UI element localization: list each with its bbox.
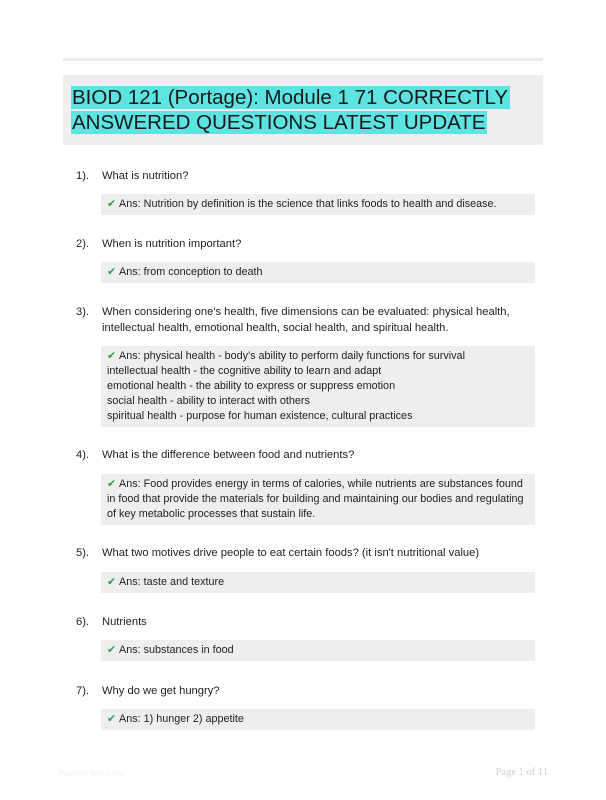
- check-icon: ✔: [107, 713, 117, 725]
- answer-line: Ans: substances in food: [119, 644, 234, 656]
- question-text: When is nutrition important?: [102, 238, 242, 250]
- title-banner: [63, 75, 543, 145]
- question-text: What is the difference between food and nutrients?: [102, 449, 355, 461]
- question-text: Nutrients: [102, 616, 147, 628]
- title-highlight: BIOD 121 (Portage): Module 1 71 CORRECTLY ANSWERED QUESTIONS LATEST UPDATE: [72, 86, 508, 134]
- check-icon: ✔: [107, 576, 117, 588]
- page-title: [71, 85, 543, 135]
- check-icon: ✔: [107, 350, 117, 362]
- footer-watermark: Papertrible.com: [58, 768, 125, 779]
- top-divider: [63, 58, 543, 61]
- question-number: 7).: [76, 685, 90, 697]
- page-indicator: Page 1 of 11: [495, 767, 548, 778]
- answer-line: Ans: taste and texture: [119, 576, 225, 588]
- answer-line: emotional health - the ability to express or suppress emotion: [107, 380, 396, 392]
- answer-box: [101, 709, 535, 730]
- question-text: When considering one's health, five dimensions can be evaluated: physical health, intellectual health, emotional health, social health, and spiritual health.: [102, 306, 510, 334]
- question-text: Why do we get hungry?: [102, 685, 220, 697]
- question-number: 6).: [76, 616, 90, 628]
- answer-box: [101, 346, 535, 427]
- question-text: What two motives drive people to eat certain foods? (it isn't nutritional value): [102, 547, 480, 559]
- check-icon: ✔: [107, 198, 117, 210]
- question-number: 1).: [76, 170, 90, 182]
- check-icon: ✔: [107, 478, 117, 490]
- question-number: 3).: [76, 306, 90, 318]
- answer-line: social health - ability to interact with others: [107, 395, 310, 407]
- answer-line: Ans: 1) hunger 2) appetite: [119, 713, 244, 725]
- question-number: 5).: [76, 547, 90, 559]
- answer-line: intellectual health - the cognitive ability to learn and adapt: [107, 365, 382, 377]
- answer-box: [101, 572, 535, 593]
- answer-box: [101, 262, 535, 283]
- answer-box: [101, 194, 535, 215]
- answer-line: Ans: Food provides energy in terms of calories, while nutrients are substances found in food that provide the materials for building and maintaining our bodies and regulating of key metabolic processes that sustain life.: [107, 478, 524, 520]
- answer-line: Ans: physical health - body's ability to perform daily functions for survival: [119, 350, 465, 362]
- question-number: 2).: [76, 238, 90, 250]
- check-icon: ✔: [107, 266, 117, 278]
- check-icon: ✔: [107, 644, 117, 656]
- answer-line: Ans: from conception to death: [119, 266, 263, 278]
- question-text: What is nutrition?: [102, 170, 189, 182]
- answer-line: spiritual health - purpose for human existence, cultural practices: [107, 410, 413, 422]
- answer-line: Ans: Nutrition by definition is the science that links foods to health and disease.: [119, 198, 497, 210]
- answer-box: [101, 640, 535, 661]
- answer-box: [101, 474, 535, 525]
- question-number: 4).: [76, 449, 90, 461]
